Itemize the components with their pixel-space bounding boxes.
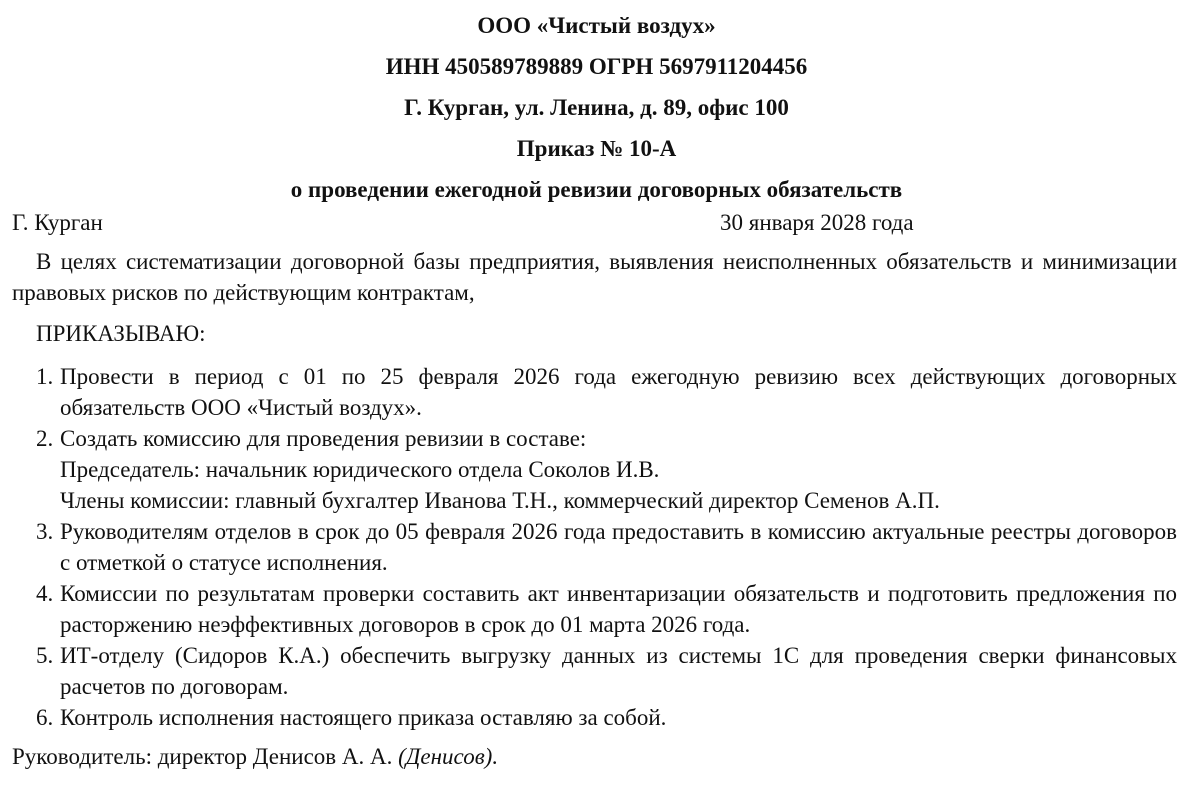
place-date-row [12, 207, 1181, 240]
order-word: ПРИКАЗЫВАЮ: [36, 321, 206, 346]
item-text: Контроль исполнения настоящего приказа оставляю за собой. [60, 705, 667, 730]
order-title: Приказ № 10-А [516, 136, 677, 161]
company-address: Г. Курган, ул. Ленина, д. 89, офис 100 [404, 95, 789, 120]
order-item [12, 361, 1177, 423]
item-number: 3. [36, 519, 54, 544]
company-name: ООО «Чистый воздух» [477, 13, 716, 38]
item-number: 5. [36, 643, 54, 668]
place: Г. Курган [12, 210, 103, 235]
commission-members: Члены комиссии: главный бухгалтер Иванова Т.Н., коммерческий директор Семенов А.П. [60, 488, 940, 513]
item-number: 2. [36, 426, 54, 451]
commission-chair: Председатель: начальник юридического отдела Соколов И.В. [60, 457, 660, 482]
item-number: 4. [36, 581, 54, 606]
item-text: Создать комиссию для проведения ревизии в составе: [60, 426, 587, 451]
order-item [12, 423, 1177, 516]
handwritten-signature: (Денисов). [398, 744, 499, 769]
order-date: 30 января 2028 года [720, 210, 914, 235]
item-text: Провести в период с 01 по 25 февраля 2026 года ежегодную ревизию всех действующих договорных обязательств ООО «Чистый воздух». [60, 364, 1177, 420]
order-item [12, 578, 1177, 640]
item-text: Руководителям отделов в срок до 05 февраля 2026 года предоставить в комиссию актуальные реестры договоров с отметкой о статусе исполнения. [60, 519, 1177, 575]
order-item [12, 516, 1177, 578]
item-text: Комиссии по результатам проверки составить акт инвентаризации обязательств и подготовить предложения по расторжению неэффективных договоров в срок до 01 марта 2026 года. [60, 581, 1177, 637]
item-number: 1. [36, 364, 54, 389]
company-ids: ИНН 450589789889 ОГРН 5697911204456 [385, 54, 808, 79]
item-number: 6. [36, 705, 54, 730]
signature-line [12, 741, 1181, 772]
signature-label: Руководитель: директор Денисов А. А. [12, 744, 393, 769]
order-item [12, 640, 1177, 702]
item-text: ИТ-отделу (Сидоров К.А.) обеспечить выгрузку данных из системы 1С для проведения сверки финансовых расчетов по договорам. [60, 643, 1177, 699]
order-items-list [12, 361, 1177, 733]
preamble: В целях систематизации договорной базы предприятия, выявления неисполненных обязательств и минимизации правовых рисков по действующим контрактам, [12, 249, 1177, 305]
order-item [12, 702, 1177, 733]
order-subject: о проведении ежегодной ревизии договорных обязательств [290, 177, 903, 202]
